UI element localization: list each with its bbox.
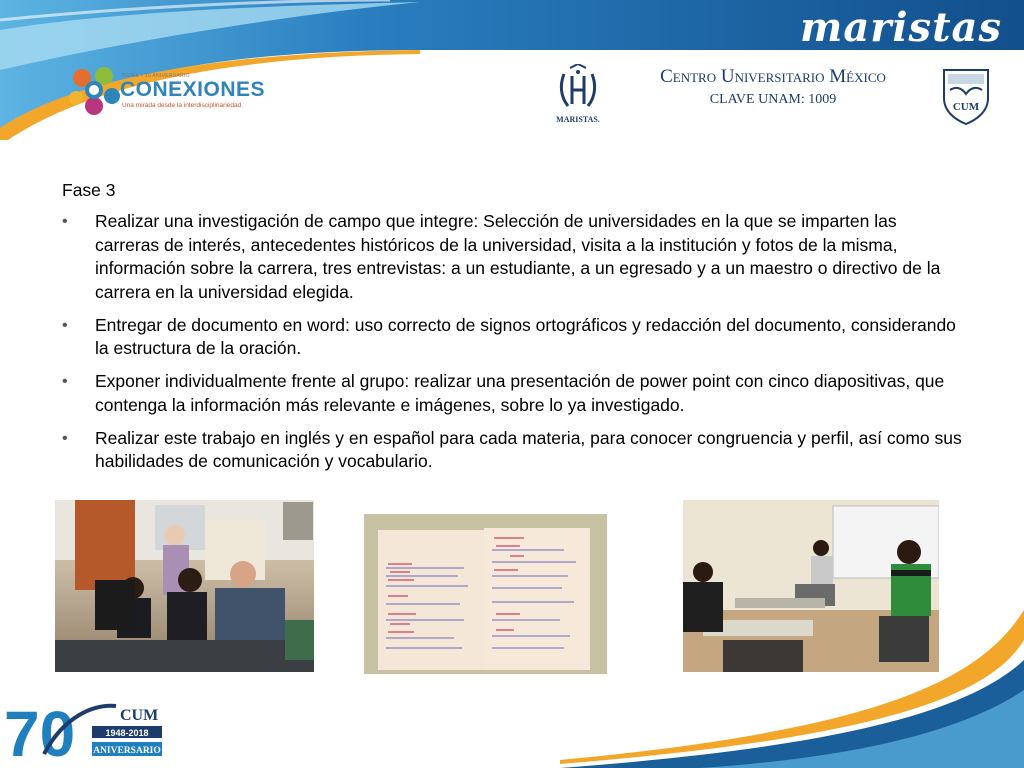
anniversary-logo bbox=[4, 696, 164, 762]
conexiones-network-icon bbox=[68, 66, 120, 116]
list-item bbox=[62, 314, 962, 361]
maristas-crest-caption: MARISTAS. bbox=[556, 115, 600, 124]
anniversary-mark: CUM bbox=[120, 707, 159, 724]
anniversary-years: 1948-2018 bbox=[105, 728, 149, 738]
bullet-text: Realizar una investigación de campo que integre: Selección de universidades en la que se imparten las carreras de interés, antecedentes históricos de la universidad, visita a la institución y fotos de la misma, información sobre la carrera, tres entrevistas: a un estudiante, a un egresado y a un maestro o directivo de la carrera en la universidad elegida. bbox=[95, 211, 941, 302]
list-item bbox=[62, 427, 962, 474]
anniversary-label: ANIVERSARIO bbox=[93, 746, 161, 756]
conexiones-title: CONEXIONES bbox=[120, 78, 266, 101]
marian-monogram-icon bbox=[550, 64, 606, 112]
cum-crest-text: CUM bbox=[952, 101, 980, 113]
bullet-dot: • bbox=[62, 316, 68, 334]
bullet-text: Realizar este trabajo en inglés y en español para cada materia, para conocer congruencia y perfil, así como sus habilidades de comunicación y vocabulario. bbox=[95, 427, 962, 471]
bullet-dot: • bbox=[62, 213, 68, 230]
bullet-list bbox=[62, 210, 962, 483]
maristas-wordmark: maristas bbox=[800, 4, 1002, 51]
list-item bbox=[62, 210, 962, 304]
bullet-dot: • bbox=[62, 373, 68, 390]
university-name: Centro Universitario México bbox=[660, 66, 886, 87]
conexiones-small-text: DGIRE • 10 ANIVERSARIO bbox=[122, 73, 190, 79]
bullet-dot: • bbox=[62, 429, 68, 447]
unam-code: CLAVE UNAM: 1009 bbox=[709, 92, 837, 107]
bullet-text: Entregar de documento en word: uso correcto de signos ortográficos y redacción del documento, considerando la estructura de la oración. bbox=[95, 314, 956, 358]
cum-crest-icon bbox=[938, 64, 994, 126]
conexiones-logo bbox=[68, 66, 268, 122]
list-item bbox=[62, 370, 962, 417]
bullet-text: Exponer individualmente frente al grupo: realizar una presentación de power point con cinco diapositivas, que contenga la información más relevante e imágenes, sobre lo ya investigado. bbox=[95, 371, 945, 415]
phase-title: Fase 3 bbox=[62, 180, 116, 200]
maristas-crest bbox=[550, 64, 606, 124]
conexiones-tagline: Una mirada desde la interdisciplinariedad bbox=[122, 102, 242, 109]
anniversary-number: 70 bbox=[4, 698, 76, 762]
